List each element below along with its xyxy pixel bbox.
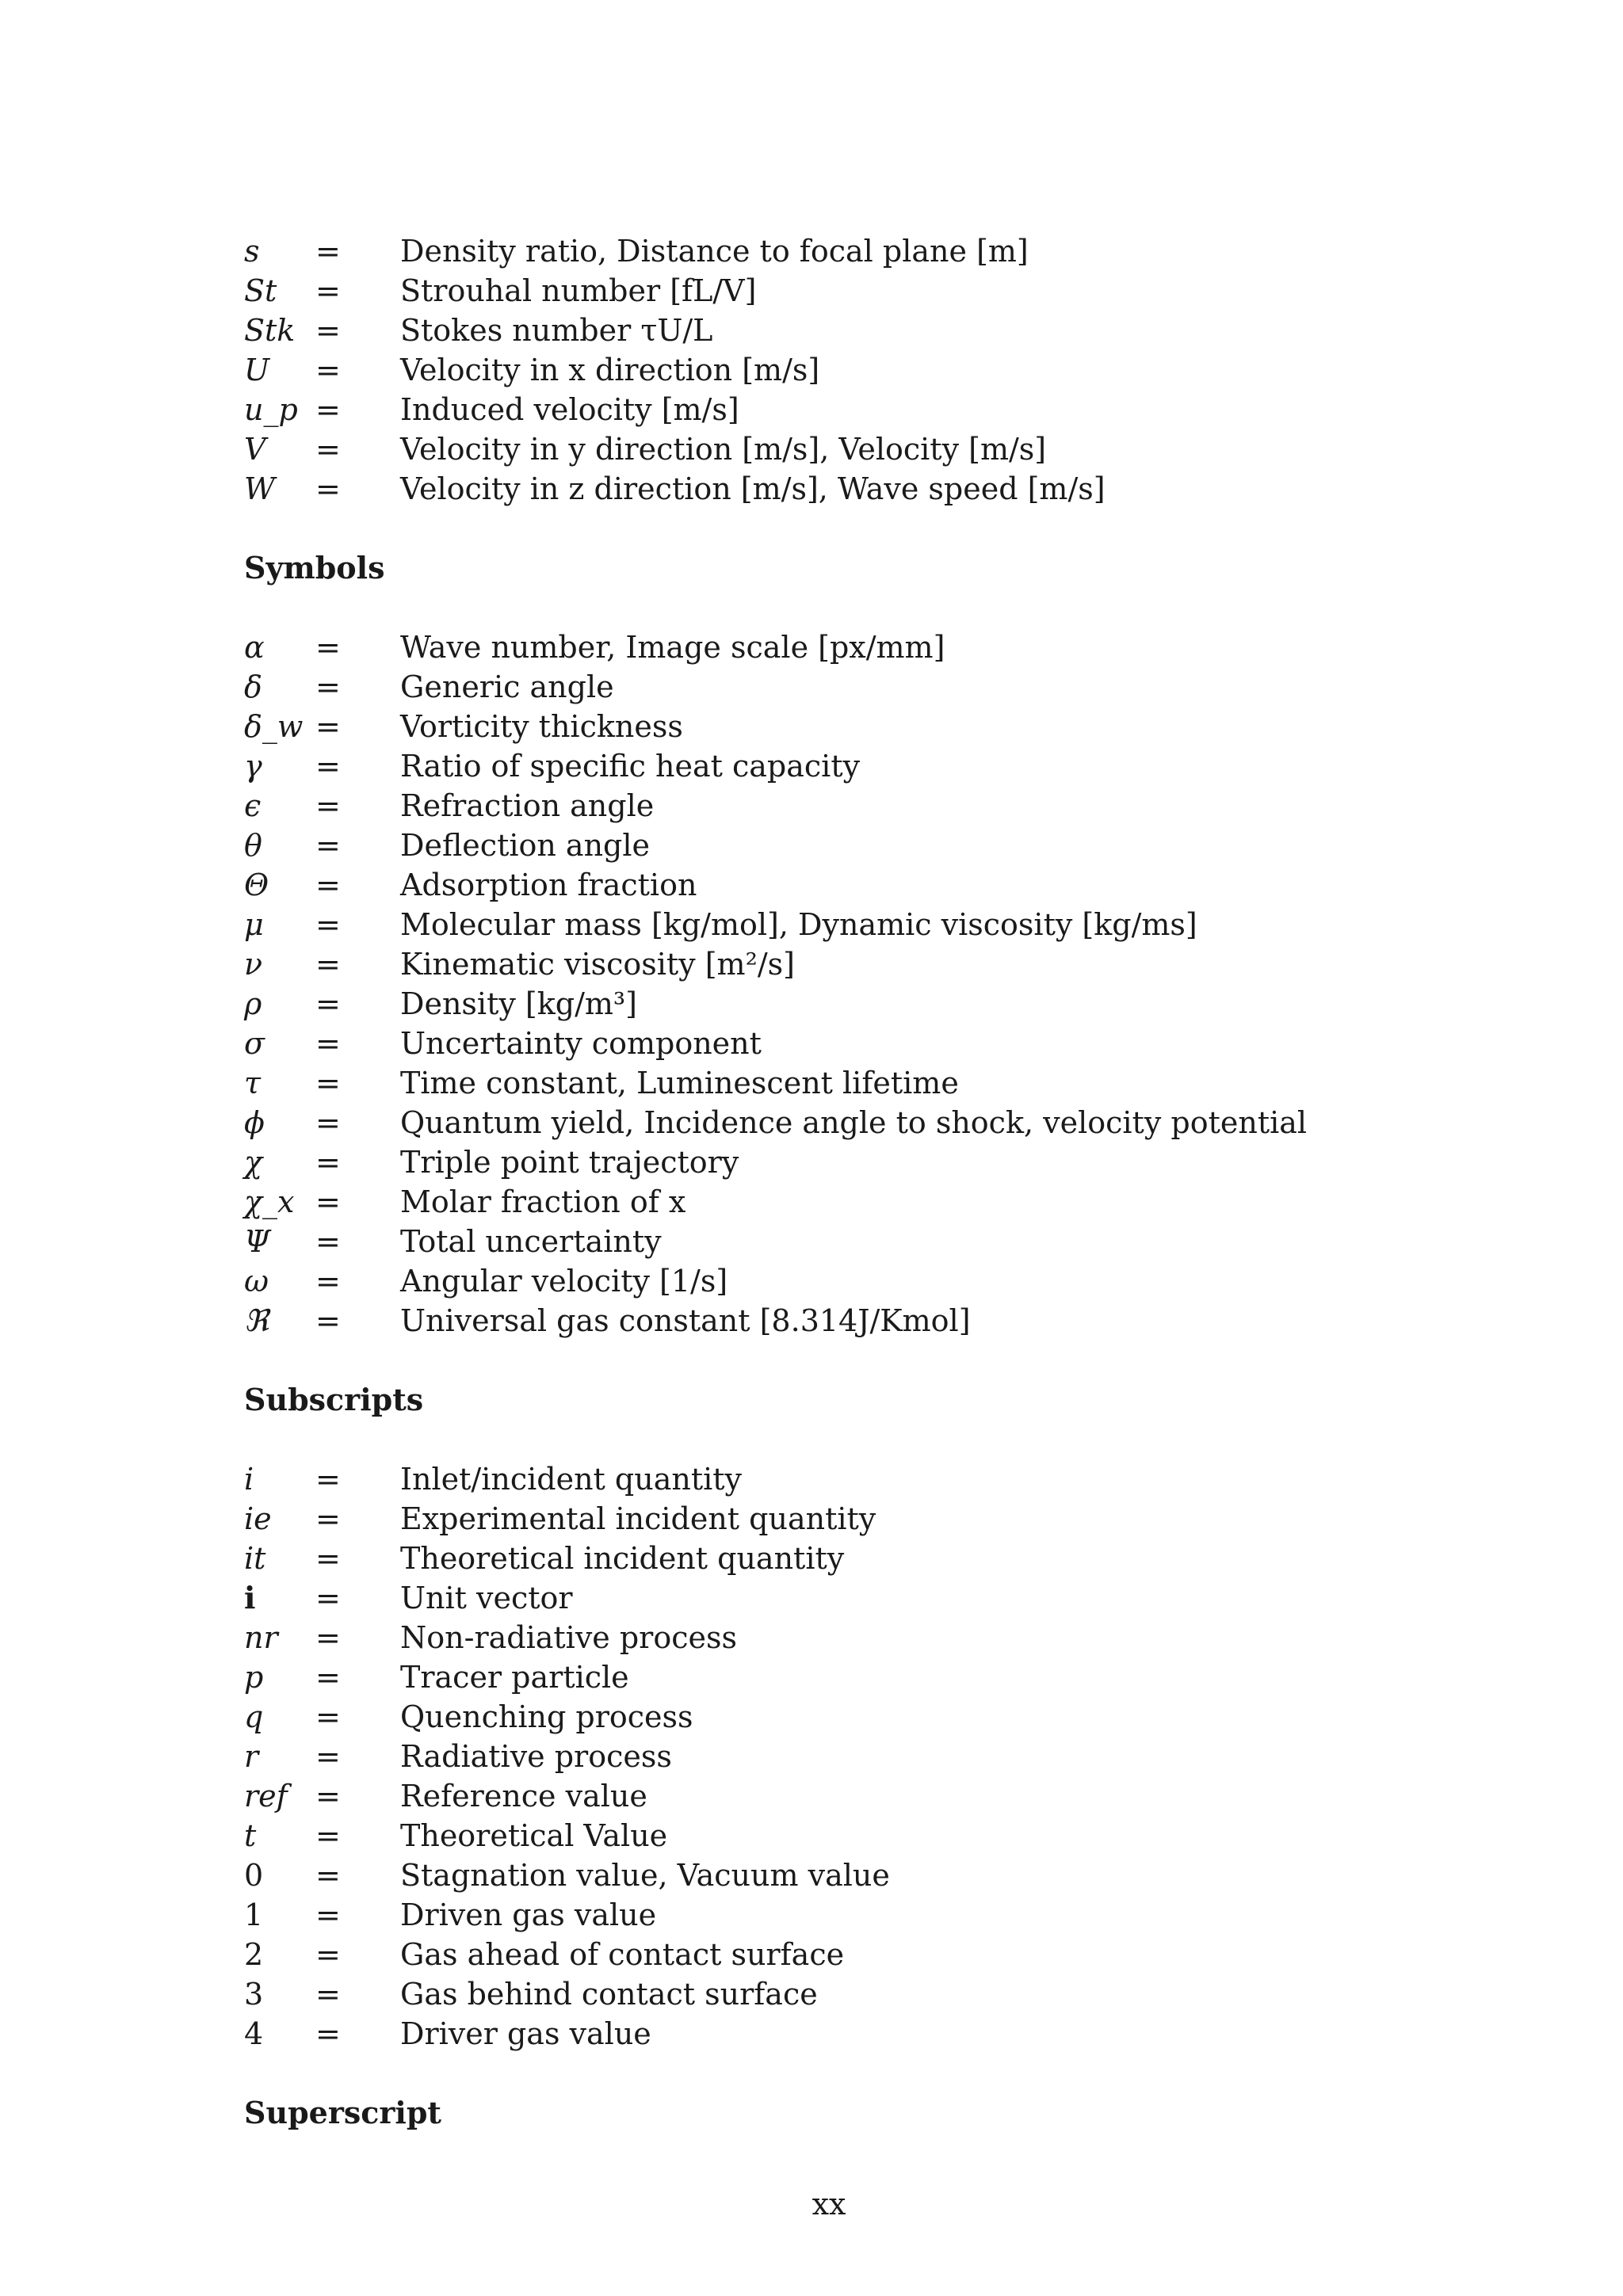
symbol: W (244, 471, 276, 506)
nomenclature-row (244, 1063, 1385, 1103)
symbol: 2 (244, 1937, 264, 1972)
description: Adsorption fraction (400, 868, 697, 902)
description: Triple point trajectory (400, 1145, 739, 1180)
symbol: σ (244, 1026, 265, 1061)
symbol: U (244, 353, 270, 387)
page-number: xx (812, 2187, 846, 2222)
symbol: ν (244, 947, 263, 982)
description: Inlet/incident quantity (400, 1462, 742, 1497)
symbol: s (244, 234, 260, 269)
nomenclature-row (244, 1103, 1385, 1142)
equals-sign: = (315, 669, 341, 704)
equals-sign: = (315, 1145, 341, 1180)
equals-sign: = (315, 234, 341, 269)
equals-sign: = (315, 1026, 341, 1061)
description: Driver gas value (400, 2016, 651, 2051)
description: Vorticity thickness (400, 709, 683, 744)
nomenclature-row (244, 350, 1385, 390)
description: Unit vector (400, 1581, 573, 1615)
equals-sign: = (315, 709, 341, 744)
equals-sign: = (315, 313, 341, 348)
nomenclature-row (244, 1499, 1385, 1539)
description: Quenching process (400, 1699, 693, 1734)
nomenclature-row (244, 469, 1385, 509)
description: Driven gas value (400, 1897, 657, 1932)
description: Molecular mass [kg/mol], Dynamic viscosity [kg/ms] (400, 907, 1197, 942)
symbol: t (244, 1818, 257, 1853)
symbol: ϵ (244, 788, 262, 823)
nomenclature-row (244, 2014, 1385, 2054)
equals-sign: = (315, 1897, 341, 1932)
symbol: χ_x (244, 1184, 295, 1219)
nomenclature-row (244, 1261, 1385, 1301)
nomenclature-row (244, 707, 1385, 746)
symbol: Ψ (244, 1224, 271, 1259)
symbol: ref (244, 1779, 288, 1814)
symbol: r (244, 1739, 259, 1774)
description: Kinematic viscosity [m²/s] (400, 947, 795, 982)
nomenclature-row (244, 1974, 1385, 2014)
description: Non-radiative process (400, 1620, 737, 1655)
symbol: γ (244, 749, 262, 784)
nomenclature-row (244, 429, 1385, 469)
nomenclature-row (244, 1618, 1385, 1657)
symbol: Stk (244, 313, 296, 348)
equals-sign: = (315, 749, 341, 784)
description: Theoretical Value (400, 1818, 668, 1853)
symbol: q (244, 1699, 264, 1734)
equals-sign: = (315, 392, 341, 427)
nomenclature-row (244, 826, 1385, 865)
equals-sign: = (315, 986, 341, 1021)
equals-sign: = (315, 1620, 341, 1655)
nomenclature-row (244, 1539, 1385, 1578)
description: Velocity in y direction [m/s], Velocity [m/s] (400, 432, 1047, 467)
nomenclature-row (244, 390, 1385, 429)
description: Experimental incident quantity (400, 1501, 876, 1536)
description: Tracer particle (400, 1660, 629, 1695)
description: Wave number, Image scale [px/mm] (400, 630, 945, 665)
equals-sign: = (315, 1937, 341, 1972)
nomenclature-row (244, 944, 1385, 984)
equals-sign: = (315, 1660, 341, 1695)
symbol: δ_w (244, 709, 304, 744)
description: Gas ahead of contact surface (400, 1937, 845, 1972)
nomenclature-row (244, 865, 1385, 905)
equals-sign: = (315, 947, 341, 982)
nomenclature-row (244, 311, 1385, 350)
nomenclature-row (244, 786, 1385, 826)
description: Angular velocity [1/s] (400, 1264, 728, 1299)
equals-sign: = (315, 1105, 341, 1140)
equals-sign: = (315, 353, 341, 387)
description: Time constant, Luminescent lifetime (400, 1066, 959, 1100)
nomenclature-row (244, 1737, 1385, 1776)
section-heading-subscripts: Subscripts (244, 1382, 424, 1417)
equals-sign: = (315, 1779, 341, 1814)
description: Velocity in x direction [m/s] (400, 353, 820, 387)
description: Deflection angle (400, 828, 651, 863)
symbol: it (244, 1541, 266, 1576)
nomenclature-row (244, 231, 1385, 271)
equals-sign: = (315, 1739, 341, 1774)
equals-sign: = (315, 828, 341, 863)
equals-sign: = (315, 1541, 341, 1576)
nomenclature-row (244, 746, 1385, 786)
description: Stagnation value, Vacuum value (400, 1858, 890, 1893)
nomenclature-row (244, 1024, 1385, 1063)
symbol: ie (244, 1501, 272, 1536)
description: Refraction angle (400, 788, 655, 823)
equals-sign: = (315, 1066, 341, 1100)
nomenclature-row (244, 905, 1385, 944)
symbol: p (244, 1660, 264, 1695)
symbol: α (244, 630, 265, 665)
equals-sign: = (315, 1818, 341, 1853)
nomenclature-row (244, 1895, 1385, 1935)
description: Uncertainty component (400, 1026, 762, 1061)
description: Quantum yield, Incidence angle to shock, velocity potential (400, 1105, 1308, 1140)
description: Radiative process (400, 1739, 672, 1774)
equals-sign: = (315, 1303, 341, 1338)
equals-sign: = (315, 471, 341, 506)
symbol: i (244, 1462, 254, 1497)
equals-sign: = (315, 868, 341, 902)
symbol: χ (244, 1145, 263, 1180)
equals-sign: = (315, 1184, 341, 1219)
nomenclature-row (244, 271, 1385, 311)
nomenclature-row (244, 1301, 1385, 1341)
equals-sign: = (315, 1501, 341, 1536)
symbol: 0 (244, 1858, 264, 1893)
nomenclature-row (244, 667, 1385, 707)
nomenclature-row (244, 1657, 1385, 1697)
equals-sign: = (315, 907, 341, 942)
description: Stokes number τU/L (400, 313, 713, 348)
description: Theoretical incident quantity (400, 1541, 845, 1576)
description: Total uncertainty (400, 1224, 662, 1259)
nomenclature-row (244, 1222, 1385, 1261)
symbol: V (244, 432, 266, 467)
symbol: 1 (244, 1897, 264, 1932)
description: Density [kg/m³] (400, 986, 637, 1021)
equals-sign: = (315, 1858, 341, 1893)
symbol: δ (244, 669, 262, 704)
description: Velocity in z direction [m/s], Wave speed [m/s] (400, 471, 1106, 506)
description: Universal gas constant [8.314J/Kmol] (400, 1303, 971, 1338)
equals-sign: = (315, 2016, 341, 2051)
nomenclature-row (244, 1142, 1385, 1182)
equals-sign: = (315, 1699, 341, 1734)
nomenclature-row (244, 1459, 1385, 1499)
nomenclature-row (244, 1697, 1385, 1737)
symbol: ϕ (244, 1105, 265, 1140)
equals-sign: = (315, 432, 341, 467)
equals-sign: = (315, 630, 341, 665)
nomenclature-row (244, 1855, 1385, 1895)
description: Strouhal number [fL/V] (400, 273, 757, 308)
description: Reference value (400, 1779, 647, 1814)
symbol: Θ (244, 868, 269, 902)
equals-sign: = (315, 788, 341, 823)
symbol: i (244, 1580, 256, 1615)
description: Generic angle (400, 669, 614, 704)
symbol: 4 (244, 2016, 264, 2051)
nomenclature-row (244, 1578, 1385, 1618)
equals-sign: = (315, 1462, 341, 1497)
description: Molar fraction of x (400, 1184, 686, 1219)
equals-sign: = (315, 1977, 341, 2012)
nomenclature-row (244, 984, 1385, 1024)
symbol: ρ (244, 986, 262, 1021)
symbol: τ (244, 1066, 262, 1100)
nomenclature-list (244, 231, 1385, 2172)
symbol: ω (244, 1264, 269, 1299)
equals-sign: = (315, 1224, 341, 1259)
equals-sign: = (315, 273, 341, 308)
symbol: 3 (244, 1977, 264, 2012)
nomenclature-row (244, 1776, 1385, 1816)
nomenclature-row (244, 627, 1385, 667)
description: Induced velocity [m/s] (400, 392, 739, 427)
symbol: nr (244, 1620, 278, 1655)
section-heading-symbols: Symbols (244, 550, 385, 585)
equals-sign: = (315, 1264, 341, 1299)
symbol: θ (244, 828, 262, 863)
symbol: ℜ (244, 1303, 269, 1338)
nomenclature-row (244, 1935, 1385, 1974)
nomenclature-row (244, 1816, 1385, 1855)
equals-sign: = (315, 1581, 341, 1615)
symbol: μ (244, 907, 264, 942)
symbol: u_p (244, 392, 298, 427)
description: Density ratio, Distance to focal plane [m] (400, 234, 1029, 269)
description: Ratio of specific heat capacity (400, 749, 861, 784)
description: Gas behind contact surface (400, 1977, 818, 2012)
section-heading-superscript: Superscript (244, 2095, 441, 2130)
symbol: St (244, 273, 277, 308)
nomenclature-row (244, 1182, 1385, 1222)
